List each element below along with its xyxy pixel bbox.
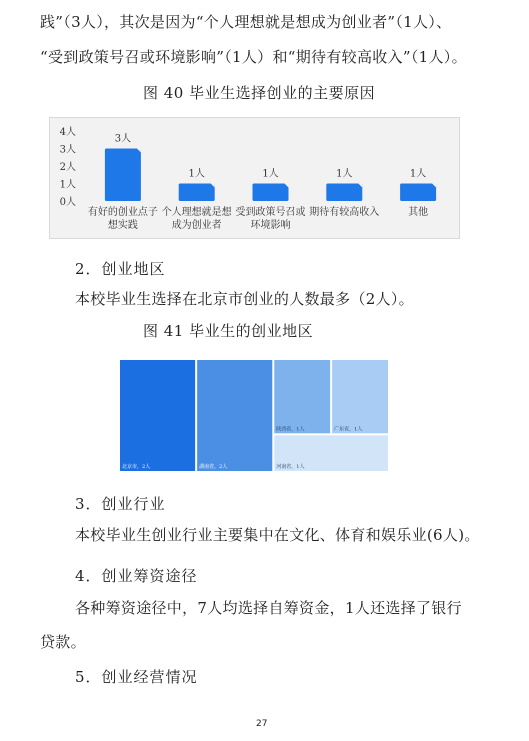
x-category-label: 想实践	[107, 220, 138, 231]
section-2-text: 本校毕业生选择在北京市创业的人数最多（2人）。	[75, 290, 414, 308]
paragraph-line: “受到政策号召或环境影响”（1人）和“期待有较高收入”（1人）。	[40, 48, 467, 66]
x-category-label: 有好的创业点子	[87, 207, 158, 218]
treemap-cell	[274, 360, 331, 434]
section-3-heading: 3．创业行业	[75, 495, 166, 513]
bar-chart-svg	[50, 118, 461, 240]
y-tick-label: 1人	[59, 179, 76, 191]
section-2-heading: 2．创业地区	[75, 260, 166, 278]
treemap-label: 河南省，1人	[276, 464, 305, 470]
bar	[105, 149, 141, 202]
bar	[179, 184, 215, 202]
treemap-label: 湖南省，2人	[199, 464, 228, 470]
page-number: 27	[256, 719, 268, 729]
y-tick-label: 0人	[59, 197, 76, 208]
section-4-text: 贷款。	[40, 633, 86, 651]
data-label: 1人	[188, 168, 205, 180]
figure-41-caption: 图 41 毕业生的创业地区	[143, 322, 314, 340]
section-4-heading: 4．创业筹资途径	[75, 567, 198, 585]
y-tick-label: 3人	[59, 144, 76, 156]
treemap-label: 陕西省，1人	[276, 426, 305, 433]
data-label: 3人	[114, 133, 132, 145]
x-category-label: 其他	[408, 207, 429, 218]
paragraph-line: 践”（3人），其次是因为“个人理想就是想成为创业者”（1人）、	[40, 13, 452, 31]
figure-40-chart	[49, 117, 460, 239]
treemap-label: 北京市，2人	[122, 464, 151, 470]
x-category-label: 受到政策号召或	[235, 207, 306, 218]
x-category-label: 个人理想就是想	[161, 207, 232, 218]
section-5-heading: 5．创业经营情况	[75, 668, 198, 686]
data-label: 1人	[262, 168, 279, 180]
treemap-label: 广东省，1人	[334, 426, 363, 433]
treemap-cell	[197, 360, 273, 472]
y-tick-label: 4人	[59, 127, 76, 138]
figure-40-caption: 图 40 毕业生选择创业的主要原因	[143, 84, 376, 102]
bar	[326, 184, 362, 202]
treemap-cell	[120, 360, 196, 472]
y-tick-label: 2人	[59, 162, 76, 173]
section-3-text: 本校毕业生创业行业主要集中在文化、体育和娱乐业(6人)。	[75, 526, 480, 544]
section-4-text: 各种筹资途径中，7人均选择自筹资金，1人还选择了银行	[75, 599, 462, 617]
figure-41-treemap	[119, 359, 389, 472]
data-label: 1人	[336, 168, 353, 180]
treemap-cell	[332, 360, 389, 434]
data-label: 1人	[409, 168, 427, 180]
bar	[400, 184, 436, 202]
bar	[253, 184, 289, 202]
x-category-label: 成为创业者	[171, 220, 222, 231]
x-category-label: 期待有较高收入	[309, 207, 380, 218]
x-category-label: 环境影响	[250, 220, 291, 231]
